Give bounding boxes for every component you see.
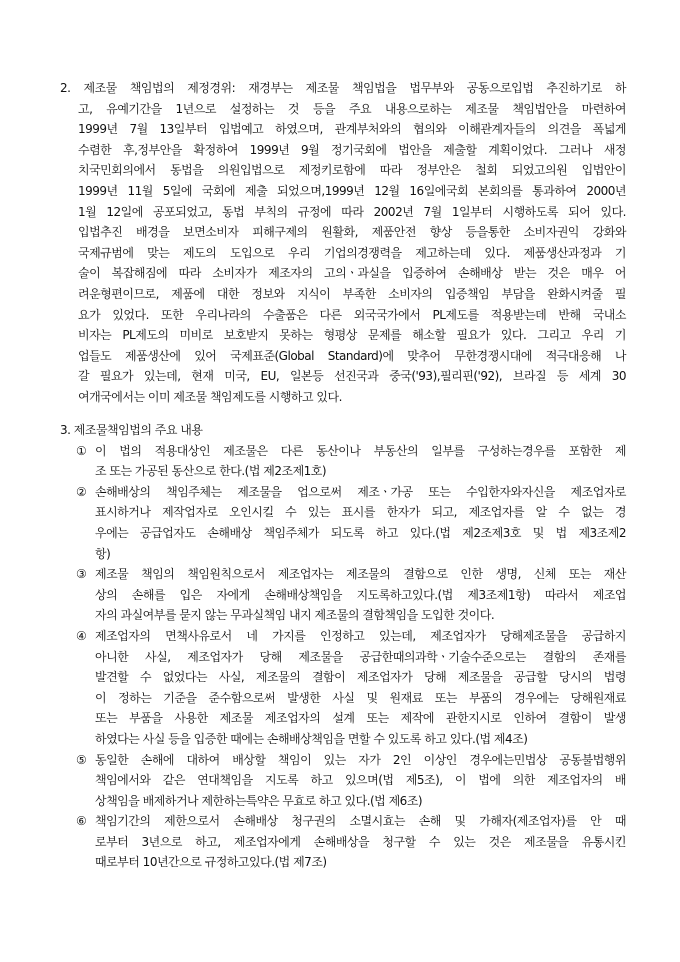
item-line: 이 법의 적용대상인 제조물은 다른 동산이나 부동산의 일부를 구성하는경우를 포함한 제 bbox=[95, 443, 626, 458]
section-2-legislation-history bbox=[60, 78, 626, 408]
section-2-line: 고, 유예기간을 1년으로 설정하는 것 등을 주요 내용으로하는 제조물 책임법안을 마련하여 bbox=[78, 101, 626, 116]
list-item bbox=[76, 441, 626, 482]
section-2-line: 2. 제조물 책임법의 제정경위: 재경부는 제조물 책임법을 법무부와 공동으로입법 추진하기로 하 bbox=[60, 81, 626, 95]
item-line: 제조업자의 면책사유로서 네 가지를 인정하고 있는데, 제조업자가 당해제조물을 공급하지 bbox=[95, 628, 626, 643]
section-3-title: 3. 제조물책임법의 주요 내용 bbox=[60, 423, 203, 437]
item-line: 때로부터 10년간으로 규정하고있다.(법 제7조) bbox=[95, 855, 327, 870]
item-line: 로부터 3년으로 하고, 제조업자에게 손해배상을 청구할 수 있는 것은 제조물을 유통시킨 bbox=[95, 834, 626, 849]
item-line: 상의 손해를 입은 자에게 손해배상책임을 지도록하고있다.(법 제3조제1항) 따라서 제조업 bbox=[95, 587, 626, 602]
item-line: 이 정하는 기준을 준수함으로써 발생한 사실 및 원재료 또는 부품의 경우에는 당해원재료 bbox=[95, 690, 626, 705]
item-line: 항) bbox=[95, 546, 111, 561]
list-item bbox=[76, 626, 626, 750]
item-line: 아니한 사실, 제조업자가 당해 제조물을 공급한때의과학ㆍ기술수준으로는 결함의 존재를 bbox=[95, 649, 626, 664]
item-number-marker: ③ bbox=[76, 567, 87, 582]
list-item bbox=[76, 750, 626, 812]
list-item bbox=[76, 482, 626, 564]
section-3-main-contents bbox=[60, 420, 626, 873]
list-item bbox=[76, 564, 626, 626]
item-line: 발견할 수 없었다는 사실, 제조물의 결함이 제조업자가 당해 제조물을 공급할 당시의 법령 bbox=[95, 670, 626, 685]
item-number-marker: ① bbox=[76, 443, 87, 458]
section-2-line: 려운형편이므로, 제품에 대한 정보와 지식이 부족한 소비자의 입증책임 부담을 완화시켜줄 필 bbox=[78, 286, 626, 301]
item-line: 표시하거나 제작업자로 오인시킬 수 있는 표시를 한자가 되고, 제조업자를 알 수 없는 경 bbox=[95, 505, 626, 520]
item-line: 책임기간의 제한으로서 손해배상 청구권의 소멸시효는 손해 및 가해자(제조업자)를 안 때 bbox=[95, 814, 626, 829]
item-line: 손해배상의 책임주체는 제조물을 업으로써 제조ㆍ가공 또는 수입한자와자신을 제조업자로 bbox=[95, 484, 626, 499]
section-2-line: 1999년 11월 5일에 국회에 제출 되었으며,1999년 12월 16일에국회 본회의를 통과하여 2000년 bbox=[78, 183, 626, 198]
item-line: 제조물 책임의 책임원칙으로서 제조업자는 제조물의 결함으로 인한 생명, 신체 또는 재산 bbox=[95, 567, 626, 582]
item-line: 자의 과실여부를 묻지 않는 무과실책임 내지 제조물의 결함책임을 도입한 것이다. bbox=[95, 608, 495, 623]
section-2-line: 국제규범에 맞는 제도의 도입으로 우리 기업의경쟁력을 제고하는데 있다. 제품생산과정과 기 bbox=[78, 245, 626, 260]
section-2-line: 비자는 PL제도의 미비로 보호받지 못하는 형평상 문제를 해소할 필요가 있다. 그리고 우리 기 bbox=[78, 328, 626, 343]
section-2-line: 여개국에서는 이미 제조물 책임제도를 시행하고 있다. bbox=[78, 389, 342, 404]
item-line: 또는 부품을 사용한 제조물 제조업자의 설계 또는 제작에 관한지시로 인하여 결함이 발생 bbox=[95, 711, 626, 726]
section-2-line: 수렴한 후,정부안을 확정하여 1999년 9월 정기국회에 법안을 제출할 계획이었다. 그러나 새정 bbox=[78, 142, 626, 157]
section-2-line: 요가 있었다. 또한 우리나라의 수출품은 다른 외국국가에서 PL제도를 적용받는데 반해 국내소 bbox=[78, 307, 626, 322]
item-line: 우에는 공급업자도 손해배상 책임주체가 되도록 하고 있다.(법 제2조제3호 및 법 제3조제2 bbox=[95, 525, 626, 540]
list-item bbox=[76, 811, 626, 873]
section-2-line: 업들도 제품생산에 있어 국제표준(Global Standard)에 맞추어 무한경쟁시대에 적극대응해 나 bbox=[78, 348, 626, 363]
section-2-line: 입법추진 배경을 보면소비자 피해구제의 원활화, 제품안전 향상 등을통한 소비자권익 강화와 bbox=[78, 225, 626, 240]
item-number-marker: ⑤ bbox=[76, 752, 87, 767]
item-line: 상책임을 배제하거나 제한하는특약은 무효로 하고 있다.(법 제6조) bbox=[95, 793, 423, 808]
section-2-line: 1월 12일에 공포되었고, 동법 부칙의 규정에 따라 2002년 7월 1일부터 시행하도록 되어 있다. bbox=[78, 204, 626, 219]
item-number-marker: ⑥ bbox=[76, 814, 87, 829]
section-2-line: 갈 필요가 있는데, 현재 미국, EU, 일본등 선진국과 중국('93),필리핀('92), 브라질 등 세계 30 bbox=[78, 369, 626, 384]
item-number-marker: ② bbox=[76, 484, 87, 499]
section-2-line: 술이 복잡해짐에 따라 소비자가 제조자의 고의ㆍ과실을 입증하여 손해배상 받는 것은 매우 어 bbox=[78, 266, 626, 281]
section-2-line: 치국민회의에서 동법을 의원입법으로 제정키로함에 따라 정부안은 철회 되었고의원 입법안이 bbox=[78, 163, 626, 178]
item-line: 하였다는 사실 등을 입증한 때에는 손해배상책임을 면할 수 있도록 하고 있다.(법 제4조) bbox=[95, 731, 528, 746]
item-line: 동일한 손해에 대하여 배상할 책임이 있는 자가 2인 이상인 경우에는민법상 공동불법행위 bbox=[95, 752, 626, 767]
item-line: 조 또는 가공된 동산으로 한다.(법 제2조제1호) bbox=[95, 464, 327, 479]
item-number-marker: ④ bbox=[76, 628, 87, 643]
item-line: 책임에서와 같은 연대책임을 지도록 하고 있으며(법 제5조), 이 법에 의한 제조업자의 배 bbox=[95, 773, 626, 788]
section-2-line: 1999년 7월 13일부터 입법예고 하였으며, 관계부처와의 협의와 이해관계자들의 의견을 폭넓게 bbox=[78, 122, 626, 137]
